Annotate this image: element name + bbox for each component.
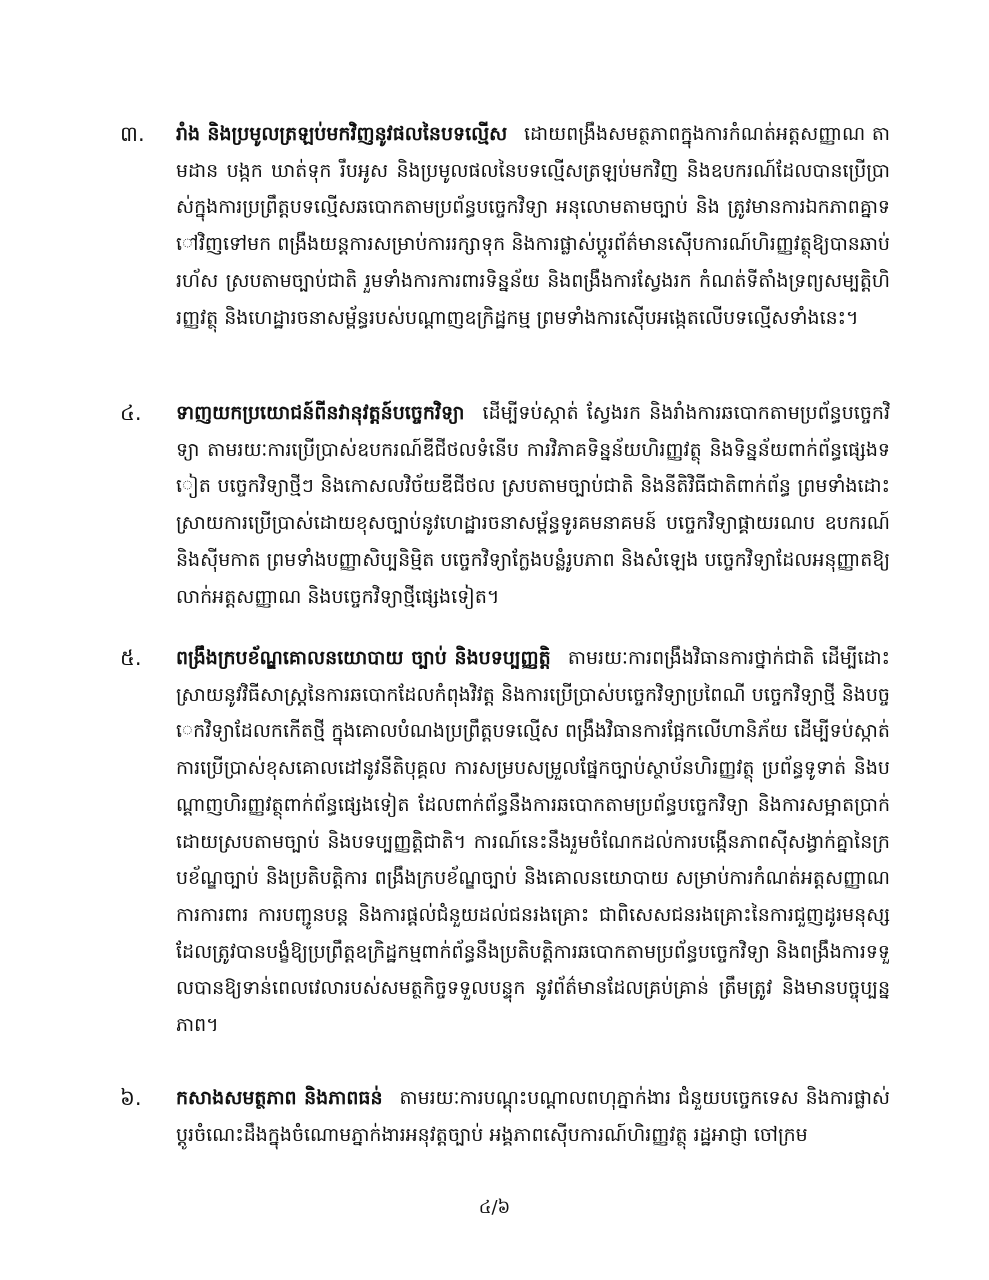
item-number: ៣.	[120, 122, 145, 146]
page-number: ៤/៦	[478, 1197, 511, 1218]
item-paragraph	[176, 116, 890, 336]
item-heading: ទាញយកប្រយោជន៍ពីនវានុវត្តន៍បច្ចេកវិទ្យា	[176, 402, 465, 424]
item-number: ៦.	[120, 1086, 142, 1110]
item-paragraph	[176, 640, 890, 1044]
item-heading: កសាងសមត្ថភាព និងភាពធន់	[176, 1087, 383, 1109]
list-item-4	[120, 395, 890, 615]
item-text: ដើម្បីទប់ស្កាត់ ស្វែងរក និងរាំងការឆបោកតាមប្រព័ន្ធបច្ចេកវិទ្យា តាមរយៈការប្រើប្រាស់ឧបករណ៍ឌីជីថលទំនើប ការវិភាគទិន្នន័យហិរញ្ញវត្ថុ និងទិន្នន័យពាក់ព័ន្ធផ្សេងទៀត បច្ចេកវិទ្យាថ្មីៗ និងកោសលវិច័យឌីជីថល ស្របតាមច្បាប់ជាតិ និងនីតិវិធីជាតិពាក់ព័ន្ធ ព្រមទាំងដោះស្រាយការប្រើប្រាស់ដោយខុសច្បាប់នូវហេដ្ឋារចនាសម្ព័ន្ធទូរគមនាគមន៍ បច្ចេកវិទ្យាផ្គាយរណប ឧបករណ៍ និងស៊ីមកាត ព្រមទាំងបញ្ញាសិប្បនិម្មិត បច្ចេកវិទ្យាក្លែងបន្លំរូបភាព និងសំឡេង បច្ចេកវិទ្យាដែលអនុញ្ញាតឱ្យលាក់អត្តសញ្ញាណ និងបច្ចេកវិទ្យាថ្មីផ្សេងទៀត។	[176, 402, 890, 608]
item-text: តាមរយៈការបណ្តុះបណ្តាលពហុភ្នាក់ងារ ជំនួយបច្ចេកទេស និងការផ្លាស់ប្តូរចំណេះដឹងក្នុងចំណោមភ្នាក់ងារអនុវត្តច្បាប់ អង្គភាពស៊ើបការណ៍ហិរញ្ញវត្ថុ រដ្ឋអាជ្ញា ចៅក្រម	[176, 1087, 890, 1146]
item-number: ៤.	[120, 401, 142, 425]
item-paragraph	[176, 1080, 890, 1153]
item-paragraph	[176, 395, 890, 615]
list-item-5	[120, 640, 890, 1044]
item-text: តាមរយៈការពង្រឹងវិធានការថ្នាក់ជាតិ ដើម្បីដោះស្រាយនូវវិធីសាស្ត្រនៃការឆបោកដែលកំពុងវិវត្ត និងការប្រើប្រាស់បច្ចេកវិទ្យាប្រពៃណី បច្ចេកវិទ្យាថ្មី និងបច្ចេកវិទ្យាដែលកកើតថ្មី ក្នុងគោលបំណងប្រព្រឹត្តបទល្មើស ពង្រឹងវិធានការផ្អែកលើហានិភ័យ ដើម្បីទប់ស្កាត់ការប្រើប្រាស់ខុសគោលដៅនូវនីតិបុគ្គល ការសម្របសម្រួលផ្នែកច្បាប់ស្ថាប័នហិរញ្ញវត្ថុ ប្រព័ន្ធទូទាត់ និងបណ្តាញហិរញ្ញវត្ថុពាក់ព័ន្ធផ្សេងទៀត ដែលពាក់ព័ន្ធនឹងការឆបោកតាមប្រព័ន្ធបច្ចេកវិទ្យា និងការសម្អាតប្រាក់ ដោយស្របតាមច្បាប់ និងបទប្បញ្ញត្តិជាតិ។ ការណ៍នេះនឹងរួមចំណែកដល់ការបង្កើនភាពស៊ីសង្វាក់គ្នានៃក្របខ័ណ្ឌច្បាប់ និងប្រតិបត្តិការ ពង្រឹងក្របខ័ណ្ឌច្បាប់ និងគោលនយោបាយ សម្រាប់ការកំណត់អត្តសញ្ញាណ ការការពារ ការបញ្ជូនបន្ត និងការផ្តល់ជំនួយដល់ជនរងគ្រោះ ជាពិសេសជនរងគ្រោះនៃការជួញដូរមនុស្សដែលត្រូវបានបង្ខំឱ្យប្រព្រឹត្តឧក្រិដ្ឋកម្មពាក់ព័ន្ធនឹងប្រតិបត្តិការឆបោកតាមប្រព័ន្ធបច្ចេកវិទ្យា និងពង្រឹងការទទួលបានឱ្យទាន់ពេលវេលារបស់សមត្ថកិច្ចទទួលបន្ទុក នូវព័ត៌មានដែលគ្រប់គ្រាន់ ត្រឹមត្រូវ និងមានបច្ចុប្បន្នភាព។	[176, 647, 890, 1037]
item-number: ៥.	[120, 646, 142, 670]
list-item-6	[120, 1080, 890, 1153]
item-text: ដោយពង្រឹងសមត្ថភាពក្នុងការកំណត់អត្តសញ្ញាណ តាមដាន បង្កក ឃាត់ទុក រឹបអូស និងប្រមូលផលនៃបទល្មើសត្រឡប់មកវិញ និងឧបករណ៍ដែលបានប្រើប្រាស់ក្នុងការប្រព្រឹត្តបទល្មើសឆបោកតាមប្រព័ន្ធបច្ចេកវិទ្យា អនុលោមតាមច្បាប់ និង ត្រូវមានការឯកភាពគ្នាទៅវិញទៅមក ពង្រឹងយន្តការសម្រាប់ការរក្សាទុក និងការផ្លាស់ប្តូរព័ត៌មានស៊ើបការណ៍ហិរញ្ញវត្ថុឱ្យបានឆាប់រហ័ស ស្របតាមច្បាប់ជាតិ រួមទាំងការការពារទិន្នន័យ និងពង្រឹងការស្វែងរក កំណត់ទីតាំងទ្រព្យសម្បត្តិហិរញ្ញវត្ថុ និងហេដ្ឋារចនាសម្ព័ន្ធរបស់បណ្តាញឧក្រិដ្ឋកម្ម ព្រមទាំងការស៊ើបអង្កេតលើបទល្មើសទាំងនេះ។	[176, 123, 890, 329]
item-heading: រាំង និងប្រមូលត្រឡប់មកវិញនូវផលនៃបទល្មើស	[176, 123, 508, 145]
item-heading: ពង្រឹងក្របខ័ណ្ឌគោលនយោបាយ ច្បាប់ និងបទប្បញ្ញត្តិ	[176, 647, 551, 669]
list-item-3	[120, 116, 890, 336]
